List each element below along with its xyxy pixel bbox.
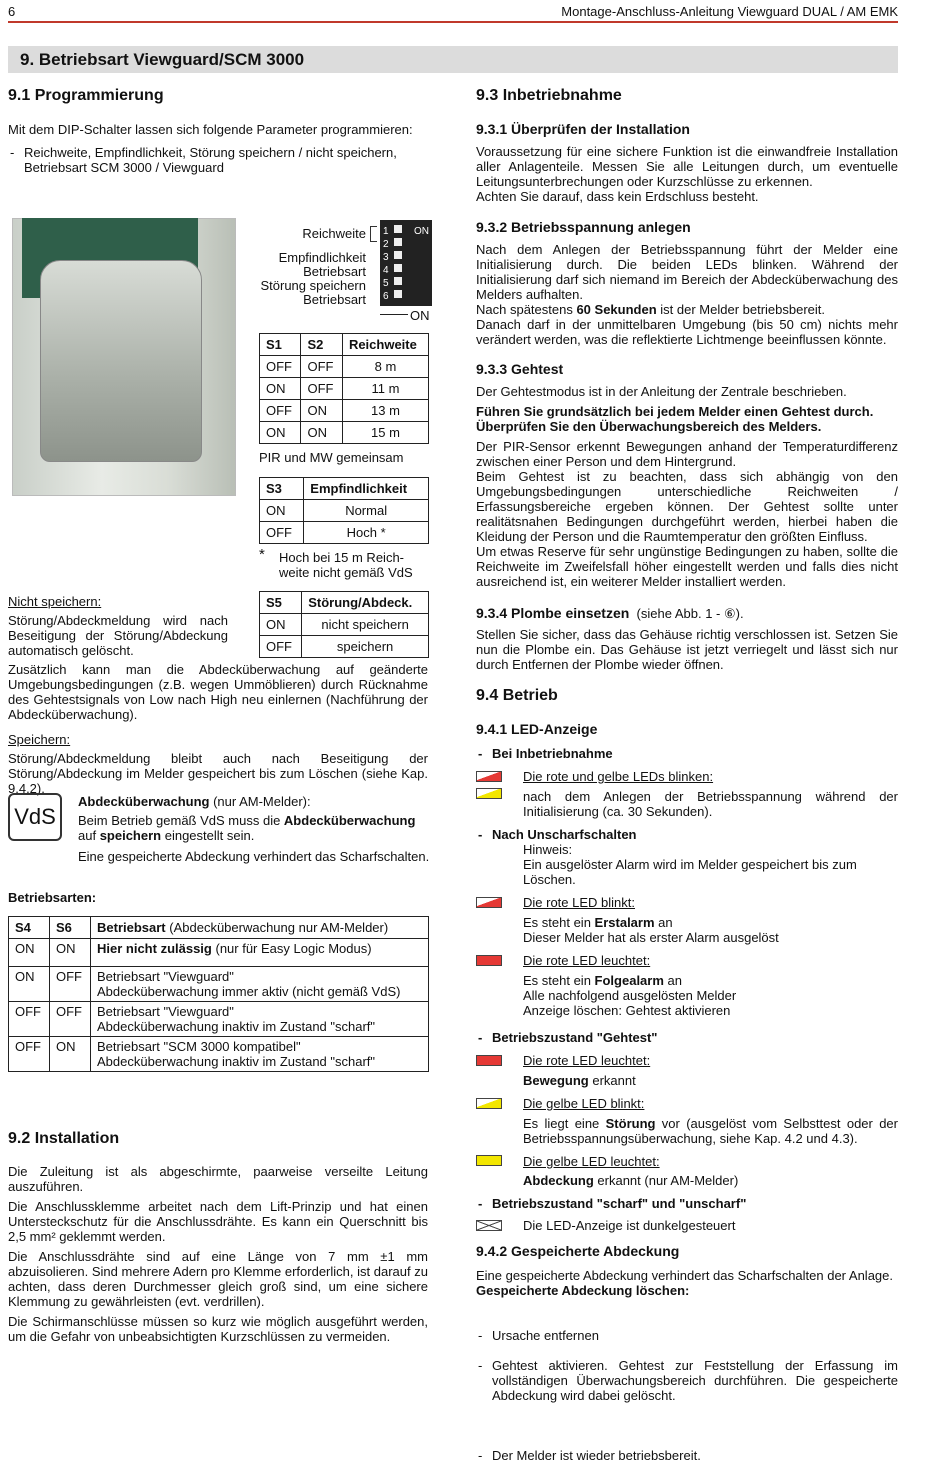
stored-item-3: - Der Melder ist wieder betriebsbereit. [476,1448,898,1463]
led-off-icon [476,1220,502,1231]
led-yellow-on-icon [476,1155,502,1166]
check-text: Voraussetzung für eine sichere Funktion ist die einwandfreie Installation aller Anlagenteile. Messen Sie alle Leitungen durch, um eventuelle Leitungsunterbrechungen oder Kurzschlüsse zu erkennen. [476,144,898,189]
stored-text: Eine gespeicherte Abdeckung verhindert das Scharfschalten der Anlage. [476,1268,893,1283]
header-divider [8,21,898,23]
range-note: PIR und MW gemeinsam [259,450,404,465]
on-arrow [380,314,408,315]
install-p3: Die Anschlussdrähte sind auf eine Länge von 7 mm ±1 mm abzuisolieren. Sind mehrere Adern pro Klemme erforderlich, ist darauf zu achten, dass deren Durchmesser gleich groß sind, um eine sichere Klemmung zu gewährleisten (evt. verdrillen). [8,1249,428,1309]
check-text-2: Achten Sie darauf, dass kein Erdschluss besteht. [476,189,759,204]
heading-9-1: 9.1 Programmierung [8,87,164,104]
led-text-2: Es steht ein Erstalarm an Dieser Melder hat als erster Alarm ausgelöst [523,915,779,945]
heading-9-3-1: 9.3.1 Überprüfen der Installation [476,121,690,137]
group-armed: - Betriebszustand "scharf" und "unscharf" [476,1196,898,1211]
led-red-blink-icon [476,771,502,782]
walktest-text-3: Beim Gehtest ist zu beachten, dass sich abhängig von den Umgebungsbedingungen unterschiedliche Reichweiten / Erfassungsbereiche ergeben können. Der Gehtest sollte unter realitätsnahen Bedingungen durchgeführt werden, hierbei haben die Kleidung der Person und die Raumtemperatur den größten Einfluss. [476,469,898,544]
heading-9-3-4: 9.3.4 Plombe einsetzen (siehe Abb. 1 - ⑥). [476,605,744,621]
section-heading: 9. Betriebsart Viewguard/SCM 3000 [8,46,898,73]
led-red-blink-icon [476,897,502,908]
voltage-text: Nach dem Anlegen der Betriebsspannung führt der Melder eine Initialisierung durch. Die beiden LEDs blinken. Während der Initialisierung darf sich niemand im Bereich der Abdecküberwachung des Melders aufhalten. [476,242,898,302]
led-text-5: Es liegt eine Störung vor (ausgelöst vom Selbsttest oder der Betriebsspannungsüberwachung, siehe Kap. 4.2 und 4.3). [523,1116,898,1146]
stored-bold: Gespeicherte Abdeckung löschen: [476,1283,690,1298]
heading-9-2: 9.2 Installation [8,1130,120,1147]
speichern-text: Störung/Abdeckmeldung bleibt auch nach Beseitigung der Störung/Abdeckung im Melder gespeichert bis zum Löschen (siehe Kap. 9.4.2). [8,751,428,796]
dip-switch-image: 1 2 3 4 5 6 ON [380,220,432,306]
install-p1: Die Zuleitung ist als abgeschirmte, paarweise verseilte Leitung auszuführen. [8,1164,428,1194]
heading-9-4-1: 9.4.1 LED-Anzeige [476,721,598,737]
walktest-text-4: Um etwas Reserve für sehr ungünstige Bedingungen zu haben, sollte die Reichweite im Zweifelsfall höher eingestellt werden und falls dies nicht ausreichend ist, ein weiterer Melder installiert werden. [476,544,898,589]
led-red-on-icon [476,955,502,966]
led-label-3: Die rote LED leuchtet: [523,953,651,968]
led-text-1: nach dem Anlegen der Betriebsspannung während der Initialisierung (ca. 30 Sekunden). [523,789,898,819]
group-walktest: - Betriebszustand "Gehtest" [476,1030,898,1045]
vds-logo: VdS [8,793,62,841]
dip-label-sensitivity: Empfindlichkeit [278,250,366,265]
stored-item-2: - Gehtest aktivieren. Gehtest zur Feststellung der Erfassung im vollständigen Überwachungsbereich durchführen. Die gespeicherte Abdeckung wird dabei gelöscht. [476,1358,898,1403]
led-red-on-icon [476,1055,502,1066]
led-label-6: Die gelbe LED leuchtet: [523,1154,660,1169]
hint-label: Hinweis: [523,842,573,857]
nicht-speichern-label: Nicht speichern: [8,594,102,609]
voltage-text-2: Nach spätestens 60 Sekunden ist der Melder betriebsbereit. [476,302,826,317]
led-yellow-blink-icon [476,788,502,799]
document-title: Montage-Anschluss-Anleitung Viewguard DUAL / AM EMK [561,4,898,19]
footnote-mark: * [259,546,265,563]
dip-label-range: Reichweite [302,226,366,241]
dip-on-label: ON [410,308,430,323]
led-yellow-blink-icon [476,1098,502,1109]
nicht-speichern-text: Störung/Abdeckmeldung wird nach Beseitigung der Störung/Abdeckung automatisch gelöscht. [8,613,228,658]
heading-9-3: 9.3 Inbetriebnahme [476,87,622,104]
sensitivity-footnote: Hoch bei 15 m Reich-weite nicht gemäß VdS [279,550,413,580]
led-text-3: Es steht ein Folgealarm an Alle nachfolgend ausgelösten Melder Anzeige löschen: Gehtest aktivieren [523,973,737,1018]
heading-9-4-2: 9.4.2 Gespeicherte Abdeckung [476,1243,680,1259]
betriebsarten-label: Betriebsarten: [8,890,97,905]
vds-text: Beim Betrieb gemäß VdS muss die Abdecküberwachung auf speichern eingestellt sein. [78,813,416,843]
walktest-bold: Führen Sie grundsätzlich bei jedem Melder einen Gehtest durch. Überprüfen Sie den Überwachungsbereich des Melders. [476,404,874,434]
led-text-6: Abdeckung erkannt (nur AM-Melder) [523,1173,739,1188]
heading-9-3-2: 9.3.2 Betriebsspannung anlegen [476,219,691,235]
param-bullet: - Reichweite, Empfindlichkeit, Störung speichern / nicht speichern, Betriebsart SCM 3000 / Viewguard [8,145,424,175]
hint-text: Ein ausgelöster Alarm wird im Melder gespeichert bis zum Löschen. [523,857,857,887]
heading-9-3-3: 9.3.3 Gehtest [476,361,564,377]
vds-text-2: Eine gespeicherte Abdeckung verhindert das Scharfschalten. [78,849,430,864]
group-commissioning: - Bei Inbetriebnahme [476,746,898,761]
heading-9-4: 9.4 Betrieb [476,687,558,704]
stored-item-1: - Ursache entfernen [476,1328,898,1343]
walktest-text: Der Gehtestmodus ist in der Anleitung der Zentrale beschrieben. [476,384,847,399]
fault-table: S5 Störung/Abdeck. ON nicht speichern OFF speichern [259,591,429,658]
dip-bracket [370,226,377,242]
led-label-2: Die rote LED blinkt: [523,895,635,910]
led-text-4: Bewegung erkannt [523,1073,636,1088]
dip-label-mode2: Betriebsart [303,292,366,307]
page-number: 6 [8,4,16,19]
detector-lens-image [40,260,202,462]
install-p4: Die Schirmanschlüsse müssen so kurz wie möglich ausgeführt werden, um die Gefahr von unbeabsichtigten Kurzschlüssen zu vermeiden. [8,1314,428,1344]
range-table: S1 S2 Reichweite OFF OFF 8 m ON OFF 11 m OFF ON 13 m ON ON 15 m [259,333,429,444]
led-label-1: Die rote und gelbe LEDs blinken: [523,769,714,784]
mode-table: S4 S6 Betriebsart (Abdecküberwachung nur AM-Melder) ON ON Hier nicht zulässig (nur für Easy Logic Modus) ON OFF Betriebsart "Viewguard" Abdecküberwachung immer aktiv (nicht gemäß VdS) OFF OFF Betriebsart "Viewguard" Abdecküberwachung inaktiv im Zustand "scharf" OFF ON Betriebsart "SCM 3000 kompatibel" Abdecküberwachung inaktiv im Zustand "scharf" [8,916,429,1072]
install-p2: Die Anschlussklemme arbeitet nach dem Lift-Prinzip und hat einen Untersteckschutz für die Anschlussdrähte. Es kann ein Querschnitt bis 2,5 mm² geklemmt werden. [8,1199,428,1244]
vds-title: Abdecküberwachung (nur AM-Melder): [78,794,311,809]
dip-label-mode: Betriebsart [303,264,366,279]
seal-text: Stellen Sie sicher, dass das Gehäuse richtig verschlossen ist. Setzen Sie nun die Plombe ein. Das Gehäuse ist jetzt verriegelt und lässt sich nur durch Entfernen der Plombe wieder öffnen. [476,627,898,672]
voltage-text-3: Danach darf in der unmittelbaren Umgebung (bis 50 cm) nichts mehr verändert werden, was die reflektierte Lichtmenge beeinflussen könnte. [476,317,898,347]
sensitivity-table: S3 Empfindlichkeit ON Normal OFF Hoch * [259,477,429,544]
dip-label-fault: Störung speichern [260,278,366,293]
walktest-text-2: Der PIR-Sensor erkennt Bewegungen anhand der Temperaturdifferenz zwischen einer Person und dem Hintergrund. [476,439,898,469]
nicht-speichern-more: Zusätzlich kann man die Abdecküberwachung auf geänderte Umgebungsbedingungen (z.B. wegen Ummöblieren) durch Rücknahme des Gehtestsignals von Low nach High neu einlernen (Nachführung der Abdecküberwachung). [8,662,428,722]
led-label-4: Die rote LED leuchtet: [523,1053,651,1068]
group-disarm: - Nach Unscharfschalten [476,827,898,842]
speichern-label: Speichern: [8,732,71,747]
intro-text: Mit dem DIP-Schalter lassen sich folgende Parameter programmieren: [8,122,413,137]
led-label-5: Die gelbe LED blinkt: [523,1096,645,1111]
led-text-7: Die LED-Anzeige ist dunkelgesteuert [523,1218,736,1233]
